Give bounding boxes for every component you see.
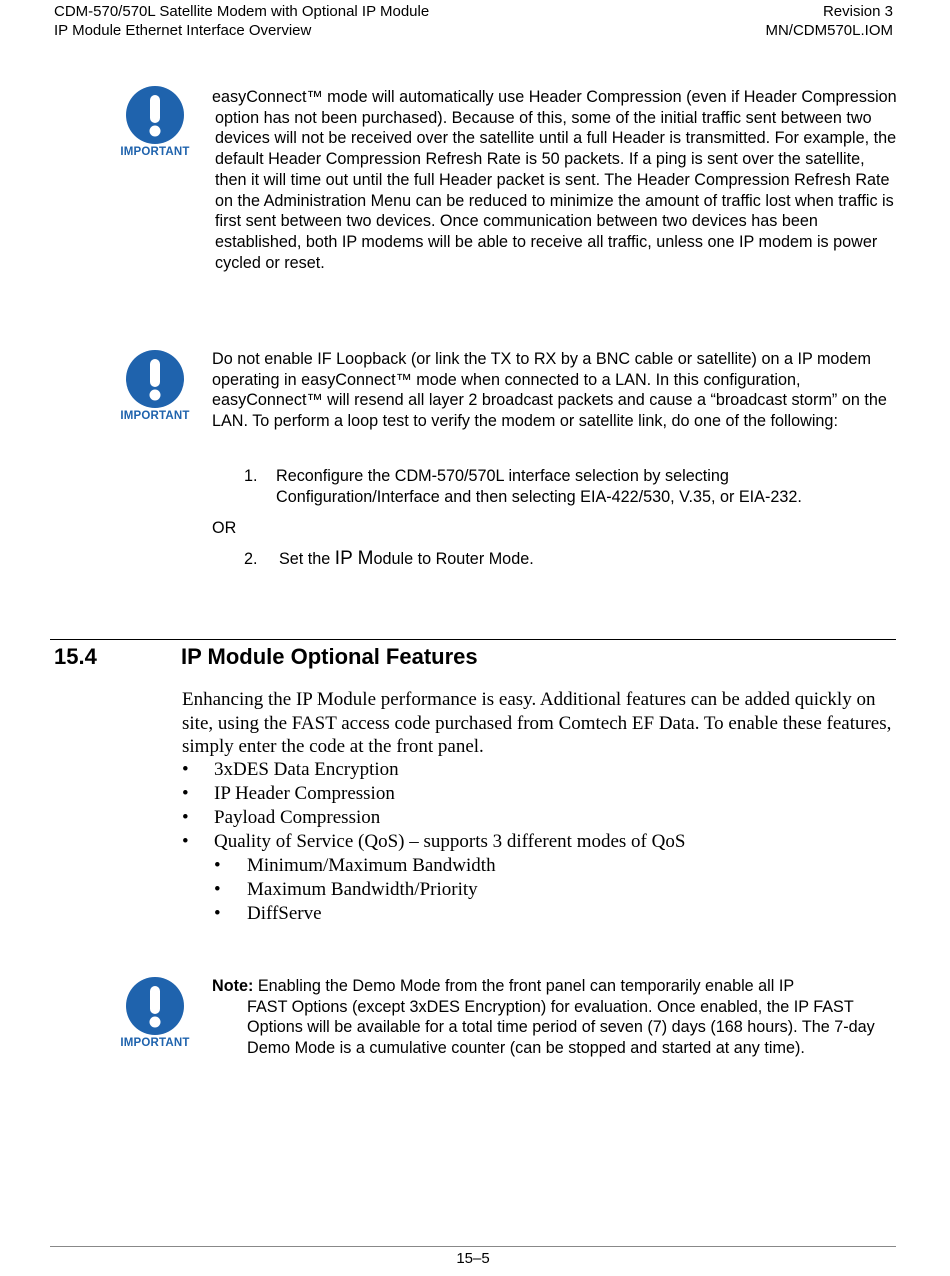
note-label: Note: (212, 977, 254, 995)
important-label: IMPORTANT (120, 410, 190, 422)
important-icon (117, 977, 193, 1049)
bullet-icon: • (214, 879, 221, 900)
exclamation-icon (126, 86, 184, 144)
list-item-text: Minimum/Maximum Bandwidth (247, 855, 496, 876)
list-item-text: 3xDES Data Encryption (214, 759, 399, 780)
exclamation-icon (126, 977, 184, 1035)
item-text-pre: Set the (279, 550, 335, 568)
note-paragraph: easyConnect™ mode will automatically use Header Compression (even if Header Compression option has not been purchased). Because of this, some of the initial traffic sent between two devices will not be received over the satellite until a full Header is transmitted. For example, the default Header Compression Refresh Rate is 50 packets. If a ping is sent over the satellite, then it will time out until the full Header packet is sent. The Header Compression Refresh Rate on the Administration Menu can be reduced to minimize the amount of traffic lost when traffic is first sent between two devices. Once communication between two devices has been established, both IP modems will be able to receive all traffic, unless one IP modem is power cycled or reset. (212, 88, 897, 272)
important-note-loopback (212, 349, 892, 432)
item-text: Reconfigure the CDM-570/570L interface selection by selecting Configuration/Interface and then selecting EIA-422/530, V.35, or EIA-232. (276, 467, 802, 506)
bullet-icon: • (182, 759, 189, 780)
important-icon (117, 350, 193, 422)
important-note-easyconnect (212, 87, 897, 273)
running-header-right (765, 3, 893, 40)
bullet-icon: • (182, 783, 189, 804)
footer-rule (50, 1246, 896, 1247)
item-text-post: odule to Router Mode. (373, 550, 534, 568)
note-first-line-text: Enabling the Demo Mode from the front panel can temporarily enable all IP (253, 977, 795, 995)
header-manual-number: MN/CDM570L.IOM (765, 21, 893, 39)
note-first-line (212, 976, 892, 997)
exclamation-icon (126, 350, 184, 408)
header-chapter-title: IP Module Ethernet Interface Overview (54, 21, 312, 39)
item-text (279, 549, 534, 570)
or-separator: OR (212, 519, 237, 537)
running-header-left (54, 3, 429, 40)
header-revision: Revision 3 (822, 3, 893, 20)
section-rule (50, 639, 896, 640)
note-paragraph: Do not enable IF Loopback (or link the TX to RX by a BNC cable or satellite) on a IP modem operating in easyConnect™ mode when connected to a LAN. In this configuration, easyConnect™ will resend all layer 2 broadcast packets and cause a “broadcast storm” on the LAN. To perform a loop test to verify the modem or satellite link, do one of the following: (212, 350, 887, 431)
section-paragraph: Enhancing the IP Module performance is easy. Additional features can be added quickly on site, using the FAST access code purchased from Comtech EF Data. To enable these features, simply enter the code at the front panel. (182, 689, 892, 758)
important-icon (117, 86, 193, 158)
list-item-text: Quality of Service (QoS) – supports 3 different modes of QoS (214, 831, 686, 852)
bullet-icon: • (182, 831, 189, 852)
list-item-text: IP Header Compression (214, 783, 395, 804)
bullet-icon: • (214, 855, 221, 876)
bullet-icon: • (182, 807, 189, 828)
important-note-demo-mode (212, 976, 892, 1059)
bullet-icon: • (214, 903, 221, 924)
section-number: 15.4 (54, 644, 97, 669)
header-doc-title: CDM-570/570L Satellite Modem with Optional IP Module (54, 3, 430, 20)
important-label: IMPORTANT (120, 1037, 190, 1049)
item-text-ip: IP M (334, 548, 374, 569)
list-item-text: Maximum Bandwidth/Priority (247, 879, 478, 900)
note-continuation: FAST Options (except 3xDES Encryption) for evaluation. Once enabled, the IP FAST Options will be available for a total time period of seven (7) days (168 hours). The 7-day Demo Mode is a cumulative counter (can be stopped and started at any time). (247, 997, 875, 1058)
item-number: 1. (244, 467, 258, 485)
item-number: 2. (244, 550, 258, 568)
list-item-text: DiffServe (247, 903, 322, 924)
section-title: IP Module Optional Features (181, 644, 478, 669)
important-label: IMPORTANT (120, 146, 190, 158)
list-item-text: Payload Compression (214, 807, 381, 828)
page-number: 15–5 (456, 1250, 490, 1267)
